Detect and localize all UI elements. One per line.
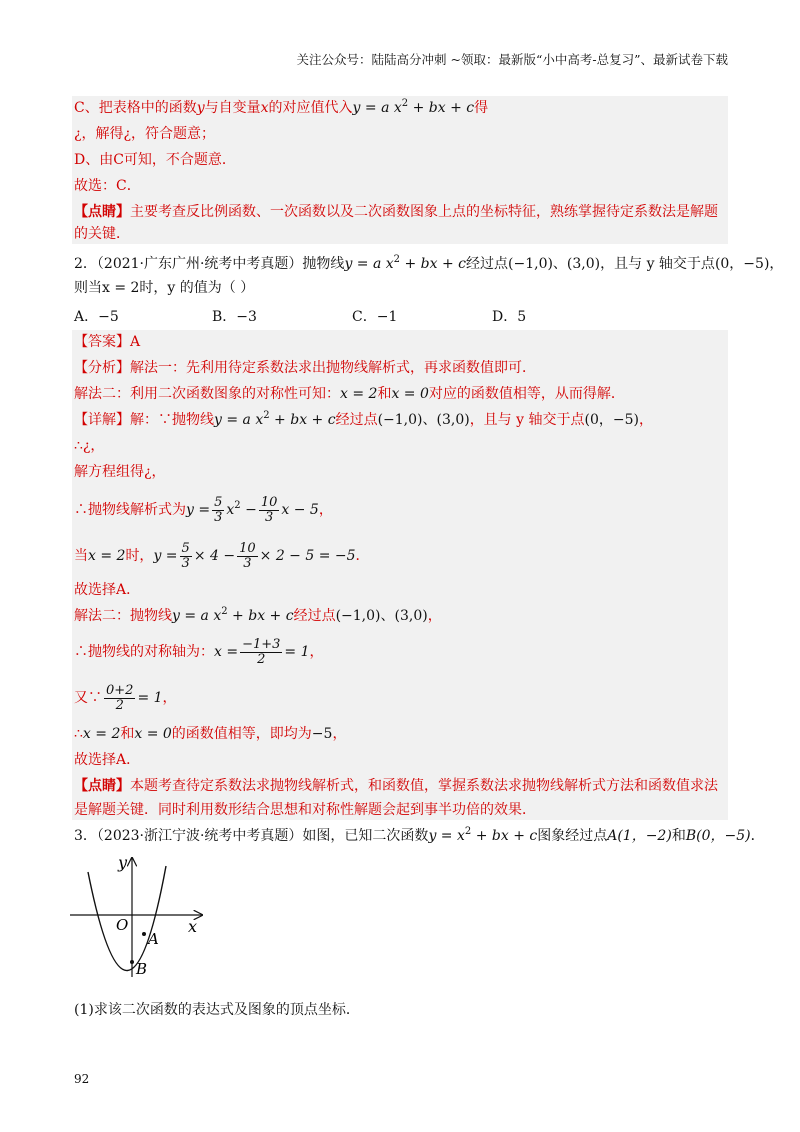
label-o: O [116,916,129,934]
page-header: 关注公众号：陆陆高分冲刺 ~领取：最新版“小中高考-总复习”、最新试卷下载 [296,52,728,67]
label-b: B [136,960,148,978]
q2-stem-2: 则当x = 2时，y 的值为（ ） [74,280,255,296]
method-2: 解法二：抛物线y = a $x^2$ + bx + c经过点(−1,0)、(3,0)， [74,606,442,624]
equal-values: ∴x = 2和x = 0的函数值相等，即均为−5， [74,726,347,742]
option-c: C．−1 [352,309,398,325]
option-a: A．−5 [74,309,119,325]
line-comment-2: 的关键． [74,226,130,242]
label-x: x [188,917,198,936]
formula: y = a $x^2$ + bx + c [344,254,467,272]
analysis-2: 解法二：利用二次函数图象的对称性可知：x = 2和x = 0对应的函数值相等，从而得解． [74,386,625,402]
line-d: D、由C可知，不合题意． [74,152,236,168]
detail-3: 解方程组得¿， [74,464,166,480]
analysis-1: 【分析】解法一：先利用待定系数法求出抛物线解析式，再求函数值即可． [74,360,536,376]
parabola-figure [68,852,208,982]
point-a [142,932,146,936]
line-comment-1: 【点睛】主要考查反比例函数、一次函数以及二次函数图象上点的坐标特征，熟练掌握待定系数法是解题 [74,204,718,220]
q2-stem: 2．（2021·广东广州·统考中考真题）抛物线y = a $x^2$ + bx + c经过点(−1,0)、(3,0)，且与 y 轴交于点(0，−5)， [74,254,784,272]
q3-sub-1: (1)求该二次函数的表达式及图象的顶点坐标． [74,1002,360,1018]
detail-when: 当x = 2时，y = $\frac{5}{3}$ × 4 − $\frac{10}{3}$ × 2 − 5 = −5． [74,540,370,571]
detail-2: ∴¿， [74,438,105,454]
option-d: D．5 [492,309,527,325]
answer: 【答案】A [74,334,141,350]
detail-expr: ∴抛物线解析式为y = $\frac{5}{3}$ $x^2$ − $\frac{10}{3}$ x − 5， [74,494,333,525]
detail-1: 【详解】解：∵抛物线y = a $x^2$ + bx + c经过点(−1,0)、(3,0)，且与 y 轴交于点(0，−5)， [74,410,653,428]
line-c: C、把表格中的函数y与自变量x的对应值代入y = a $x^2$ + bx + c得 [74,98,489,116]
sym-axis: ∴抛物线的对称轴为：x = $\frac{-1+3}{2}$ = 1， [74,636,324,667]
label-y: y [118,853,128,872]
point-b [130,960,134,964]
line-solve: ¿，解得¿，符合题意； [74,126,216,142]
q3-stem: 3．（2023·浙江宁波·统考中考真题）如图，已知二次函数$y = x^2$ + bx + c图象经过点A(1，−2)和B(0，−5)． [74,826,765,844]
page-number: 92 [74,1072,90,1086]
label-a: A [148,930,159,948]
option-b: B．−3 [212,309,257,325]
choose-2: 故选择A． [74,752,141,768]
choose-1: 故选择A． [74,582,141,598]
comment-2-1: 【点睛】本题考查待定系数法求抛物线解析式，和函数值，掌握系数法求抛物线解析式方法和函数值求法 [74,778,718,794]
formula: y = a $x^2$ + bx + c [352,98,475,116]
comment-2-2: 是解题关键．同时利用数形结合思想和对称性解题会起到事半功倍的效果． [74,802,536,818]
also: 又∵ $\frac{0+2}{2}$ = 1， [74,682,177,713]
line-choose-c: 故选：C． [74,178,141,194]
